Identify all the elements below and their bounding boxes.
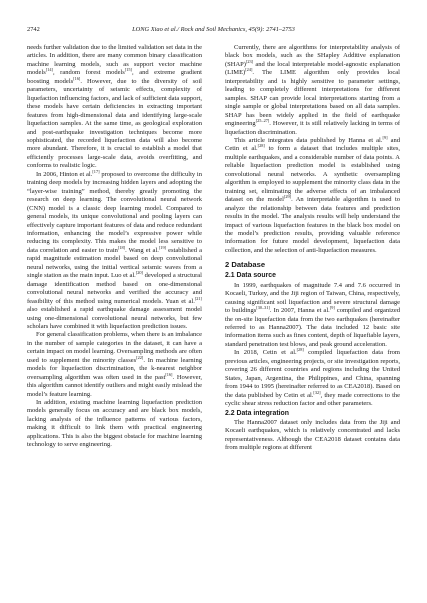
page-number: 2742 — [27, 26, 40, 33]
left-para-3: For general classification problems, when there is an imbalance in the number of sample categories in the dataset, it can have a certain impact on model learning. Oversampling methods are often used to supplement the minority classes[22]. In machine learning models for liquefaction discrimination, the k-nearest neighbor oversampling algorithm was often used in the past[16]. However, this algorithm cannot identify outliers and might easily mislead the model’s feature learning. — [27, 331, 202, 398]
subsection-heading-data-source: 2.1 Data source — [225, 272, 276, 280]
left-para-2: In 2006, Hinton et al.[17] proposed to overcome the difficulty in training deep models by increasing hidden layers and adopting the “layer-wise training” method, thereby greatly promoting the research on deep learning. The convolutional neural network (CNN) model is a classic deep learning model. Compared to general models, its unique convolutional and pooling layers can effectively capture important features of data and reduce redundant information, enhancing the model’s expressive power while reducing its complexity. This makes the model less sensitive to data correlation and easier to train[18]. Wang et al.[19] established a rapid magnitude estimation model based on deep convolutional neural networks, using the initial vertical seismic waves from a single station as the main input. Luo et al.[20] developed a structural damage identification method based on one-dimensional convolutional neural networks and verified the accuracy and feasibility of this method using numerical models. Yuan et al.[21] also established a rapid earthquake damage assessment model using one-dimensional convolutional neural networks, but few scholars have combined it with liquefaction prediction issues. — [27, 168, 202, 330]
citation-marker: [15] — [124, 67, 132, 73]
left-column — [27, 44, 202, 579]
citation-marker: [18] — [117, 244, 126, 250]
right-para-2: This article integrates data published by Hanna et al.[9] and Cetin et al.[28] to form a dataset that includes multiple sites, multiple earthquakes, and a considerable number of data points. A reliable liquefaction prediction model is established using convolutional neural networks. A synthetic oversampling algorithm is employed to supplement the minority class data in the training set, eliminating the adverse effects of an imbalanced dataset on the model[29]. An interpretable algorithm is used to analyze the relationship between data features and prediction results in the model. The analysis results will help understand the impact of various liquefaction features in the black box model on the model’s prediction results, providing valuable reference information for future model development, liquefaction data collection, and the selection of anti-liquefaction measures. — [225, 134, 400, 254]
citation-marker: [24] — [245, 67, 253, 73]
citation-marker: [14] — [45, 67, 53, 73]
citation-marker: [28] — [296, 347, 304, 353]
left-para-4: In addition, existing machine learning liquefaction prediction models generally focus on accuracy and are black box models, lacking analysis of the influence patterns of various factors, making it difficult to link them with practical engineering applications. This is also the biggest obstacle for machine learning technology to serve engineering. — [27, 399, 202, 449]
citation-marker: [9] — [382, 134, 388, 140]
citation-marker: [30–31] — [256, 304, 270, 310]
right-para-1: Currently, there are algorithms for interpretability analysis of black box models, such as the SHapley Additive explanation (SHAP)[23] and the local interpretable model-agnostic explanation (LIME)[24]. The LIME algorithm only provides local interpretability and is highly sensitive to parameter settings, leading to completely different interpretations for different samples. SHAP can provide local interpretations starting from a single sample or global interpretations based on all data samples. SHAP has been widely applied in the field of earthquake engineering[25–27]. However, it is still relatively lacking in terms of liquefaction discrimination. — [225, 44, 400, 136]
citation-marker: [20] — [135, 270, 143, 276]
data-integration-para: The Hanna2007 dataset only includes data from the Jiji and Kocaeli earthquakes, which is relatively concentrated and lacks representativeness. Although the CEA2018 dataset contains data from multiple regions at different — [225, 418, 400, 452]
running-head: LONG Xiao et al./ Rock and Soil Mechanics, 45(9): 2741–2753 — [132, 26, 295, 33]
page-header — [27, 26, 400, 38]
subsection-heading-data-integration: 2.2 Data integration — [225, 409, 289, 417]
citation-marker: [19] — [158, 244, 167, 250]
citation-marker: [16] — [73, 75, 81, 81]
citation-marker: [23] — [245, 58, 254, 64]
citation-marker: [16] — [165, 371, 173, 377]
data-source-para-2: In 2018, Cetin et al.[28] compiled liquefaction data from previous articles, engineering projects, or site investigation reports, covering 26 different countries and regions including the United States, Japan, Argentina, the Philippines, and China, spanning from 1944 to 1995 (hereinafter referred to as CEA2018). Based on the data published by Cetin et al.[32], they made corrections to the cyclic shear stress reduction factor and other parameters. — [225, 347, 400, 408]
right-column — [225, 44, 400, 579]
citation-marker: [21] — [194, 295, 202, 301]
left-para-1: needs further validation due to the limited validation set data in the articles. In addition, there are many common binary classification machine learning models, such as support vector machine models[14], random forest models[15], and extreme gradient boosting models[16]. However, due to the diversity of soil parameters, uncertainty of seismic effects, complexity of liquefaction influencing factors, and lack of sufficient data support, these models have certain deficiencies in extracting important features from high-dimensional data and identifying large-scale liquefaction samples. At the same time, as geological exploration and post-earthquake investigation techniques become more sophisticated, the recorded liquefaction data will also become more abundant. Therefore, it is crucial to establish a model that efficiently processes large-scale data, avoids overfitting, and conforms to realistic logic. — [27, 44, 202, 170]
citation-marker: [25–27] — [255, 117, 270, 123]
citation-marker: [29] — [283, 194, 292, 199]
citation-marker: [28] — [257, 143, 265, 149]
citation-marker: [32] — [313, 389, 321, 395]
citation-marker: [17] — [92, 168, 100, 174]
citation-marker: [9] — [329, 304, 335, 310]
data-source-para-1: In 1999, earthquakes of magnitude 7.4 and 7.6 occurred in Kocaeli, Turkey, and the Jiji region of Taiwan, China, respectively, causing significant soil liquefaction and severe structural damage to buildings[30–31]. In 2007, Hanna et al.[9] compiled and organized the on-site liquefaction data from the two earthquakes (hereinafter referred to as Hanna2007). The data included 12 basic site information items such as fines content, depth of liquefiable layers, standard penetration test blows, and peak ground acceleration. — [225, 281, 400, 348]
citation-marker: [22] — [136, 354, 144, 360]
section-heading-database: 2 Database — [225, 260, 266, 270]
